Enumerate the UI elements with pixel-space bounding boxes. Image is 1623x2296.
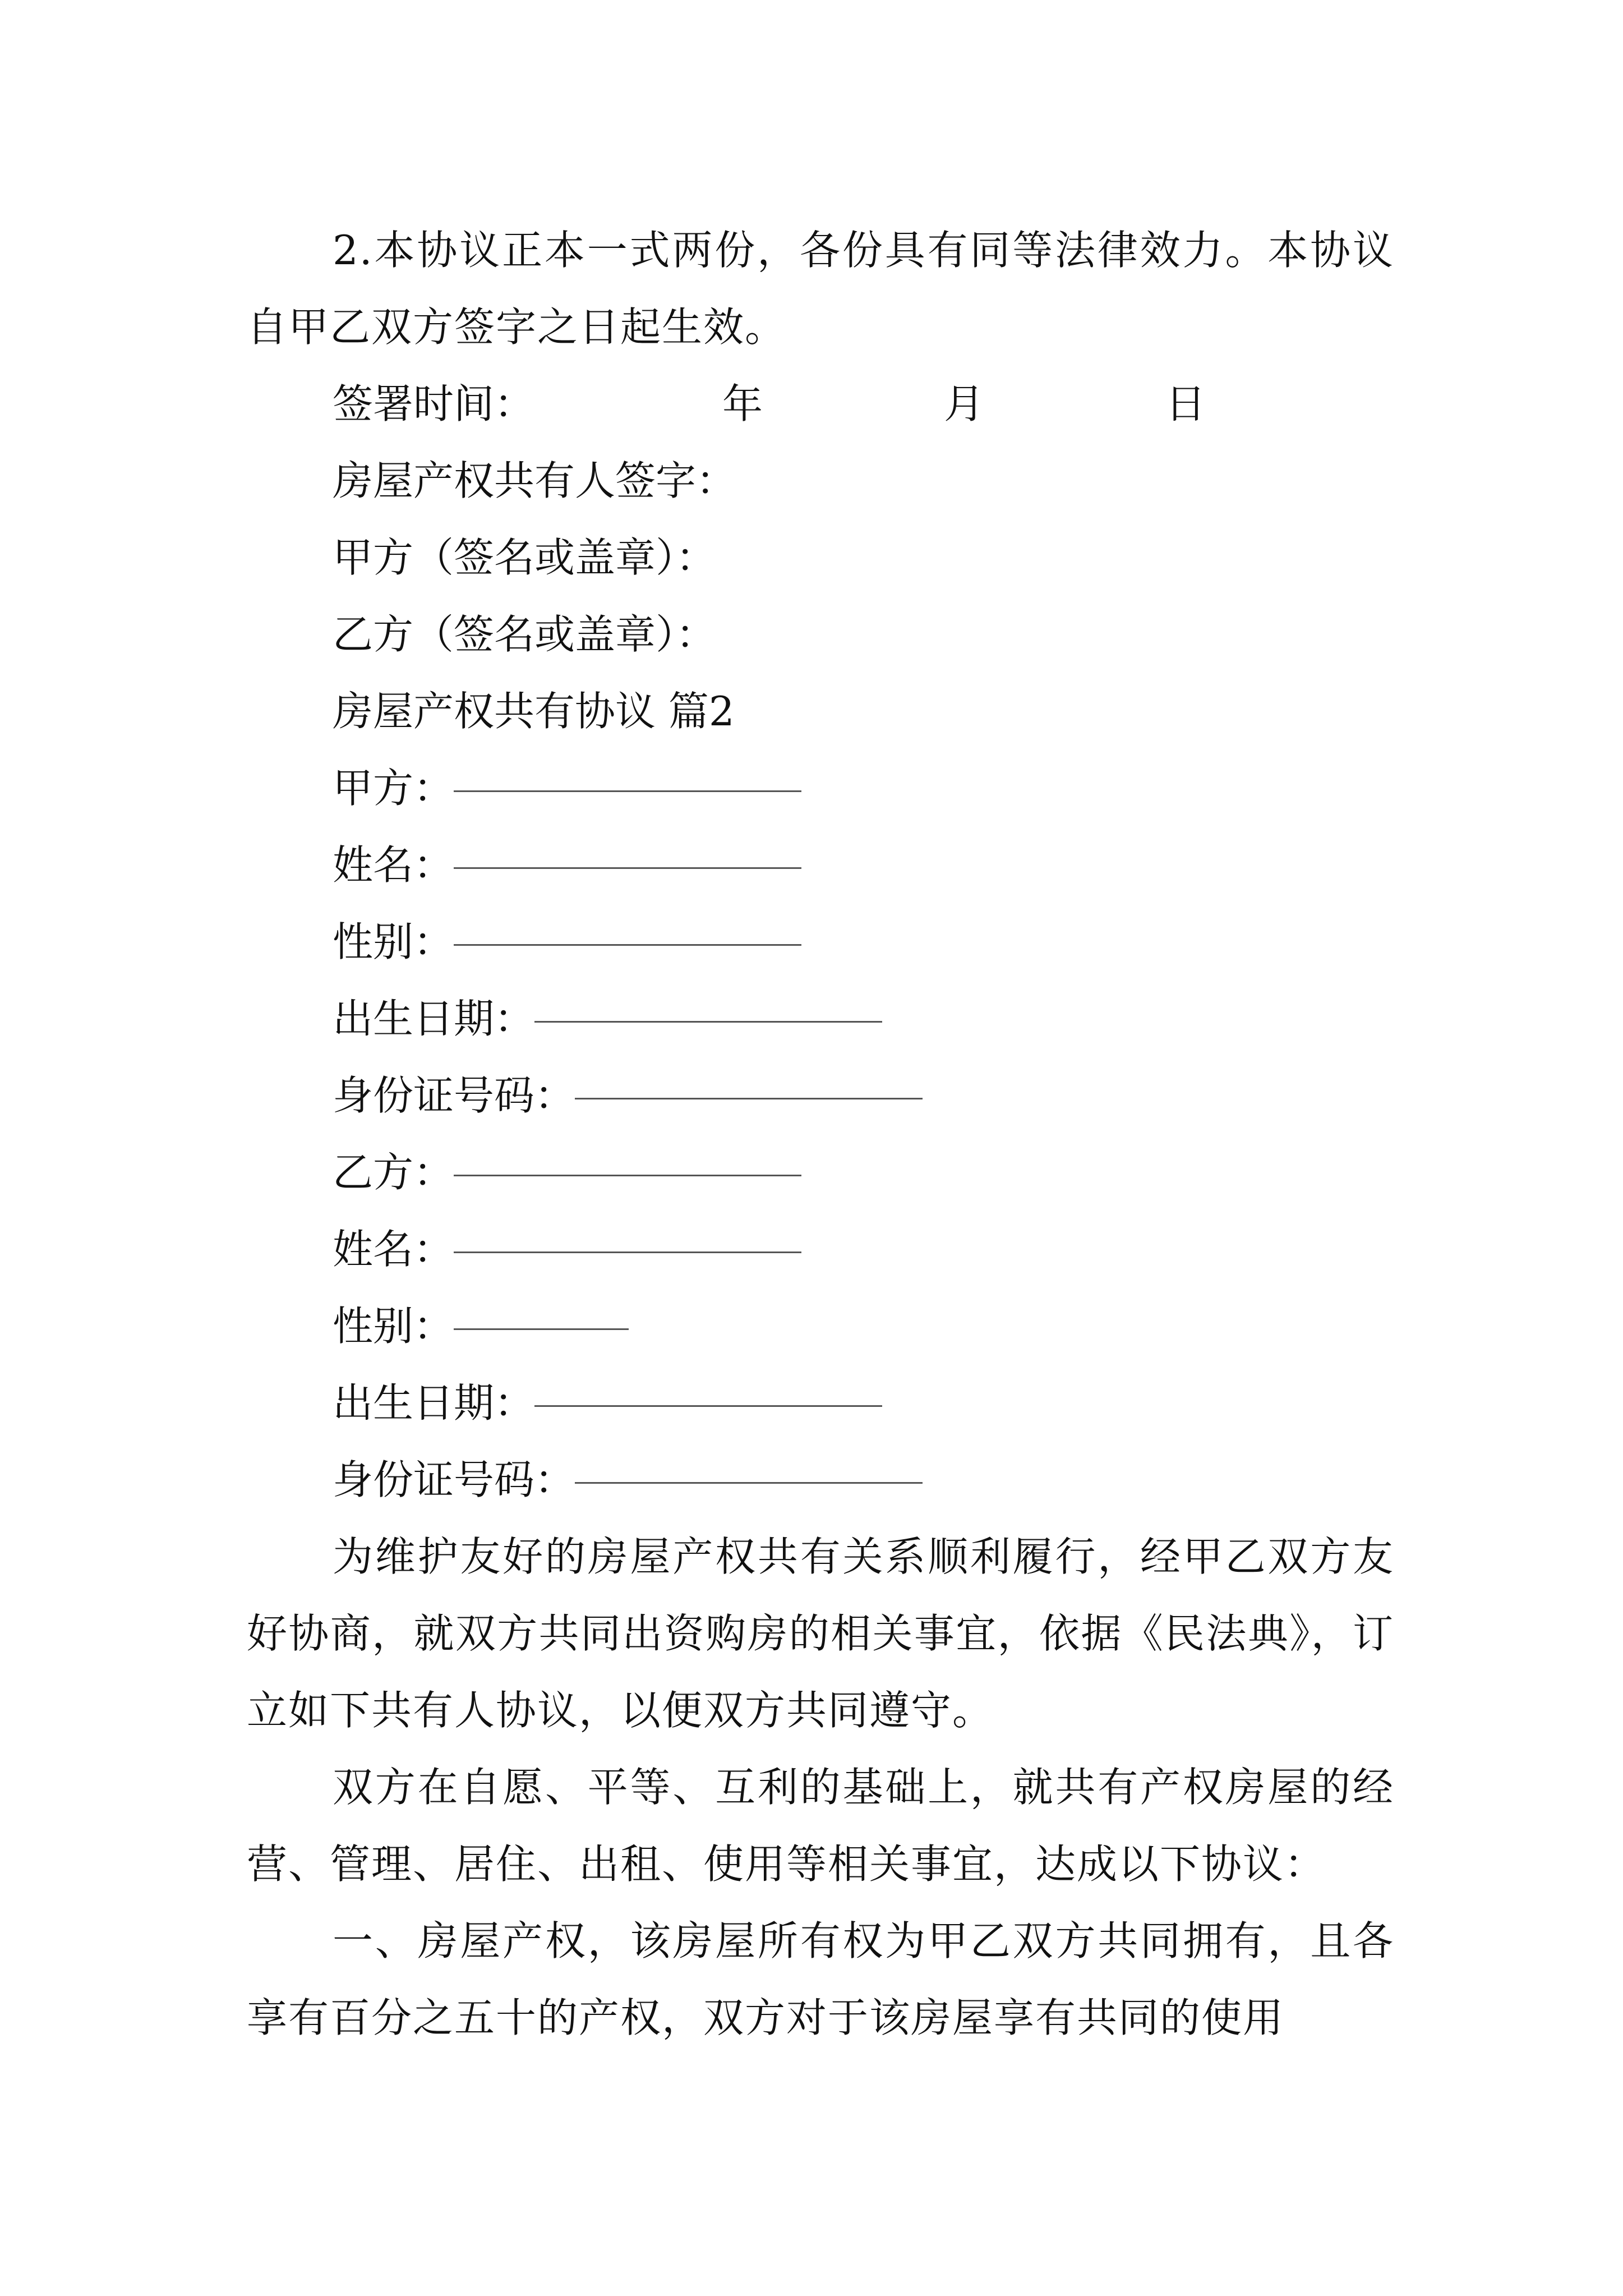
party-b-signature: 乙方（签名或盖章）：	[333, 611, 717, 658]
party-b-name-field	[247, 1211, 1394, 1288]
party-a-id-label: 身份证号码：	[333, 1072, 575, 1119]
party-b-label: 乙方：	[333, 1149, 454, 1196]
closing-clause: 2.本协议正本一式两份，各份具有同等法律效力。本协议自甲乙双方签字之日起生效。	[247, 227, 1394, 351]
party-a-birth-label: 出生日期：	[333, 995, 535, 1042]
party-b-gender-field	[247, 1288, 1394, 1365]
party-b-id-blank[interactable]	[575, 1482, 923, 1484]
signing-day: 日	[1165, 380, 1206, 427]
party-a-name-label: 姓名：	[333, 841, 454, 889]
signing-date-line	[247, 366, 1394, 443]
party-a-label: 甲方：	[333, 765, 454, 812]
party-b-birth-field	[247, 1365, 1394, 1442]
party-b-id-field	[247, 1442, 1394, 1519]
party-a-id-blank[interactable]	[575, 1098, 923, 1099]
party-b-blank[interactable]	[454, 1175, 801, 1176]
party-a-birth-field	[247, 981, 1394, 1057]
party-a-birth-blank[interactable]	[534, 1021, 882, 1023]
party-a-gender-field	[247, 904, 1394, 981]
party-a-id-field	[247, 1057, 1394, 1134]
signing-month: 月	[944, 380, 985, 427]
party-b-birth-blank[interactable]	[534, 1405, 882, 1407]
party-b-birth-label: 出生日期：	[333, 1379, 535, 1427]
party-a-name-blank[interactable]	[454, 867, 801, 869]
paragraph: 一、房屋产权，该房屋所有权为甲乙双方共同拥有，且各享有百分之五十的产权，双方对于该房屋享有共同的使用	[247, 1917, 1394, 2041]
party-a-blank[interactable]	[454, 790, 801, 792]
party-b-gender-blank[interactable]	[454, 1328, 629, 1330]
party-b-name-label: 姓名：	[333, 1226, 454, 1273]
party-b-field	[247, 1134, 1394, 1211]
party-a-field	[247, 750, 1394, 827]
co-owner-signature: 房屋产权共有人签字：	[333, 457, 737, 504]
paragraph: 双方在自愿、平等、互利的基础上，就共有产权房屋的经营、管理、居住、出租、使用等相关事宜，达成以下协议：	[247, 1764, 1394, 1888]
party-a-gender-label: 性别：	[333, 918, 454, 965]
signing-time-label: 签署时间：	[333, 380, 535, 427]
party-b-id-label: 身份证号码：	[333, 1456, 575, 1503]
party-b-name-blank[interactable]	[454, 1251, 801, 1253]
document-body	[247, 212, 1394, 2056]
section-title: 房屋产权共有协议 篇2	[333, 688, 735, 735]
party-b-gender-label: 性别：	[333, 1303, 454, 1350]
party-a-signature: 甲方（签名或盖章）：	[333, 534, 717, 581]
party-a-name-field	[247, 827, 1394, 904]
party-a-gender-blank[interactable]	[454, 944, 801, 946]
paragraph: 为维护友好的房屋产权共有关系顺利履行，经甲乙双方友好协商，就双方共同出资购房的相关事宜，依据《民法典》，订立如下共有人协议，以便双方共同遵守。	[247, 1533, 1394, 1734]
signing-year: 年	[722, 380, 763, 427]
